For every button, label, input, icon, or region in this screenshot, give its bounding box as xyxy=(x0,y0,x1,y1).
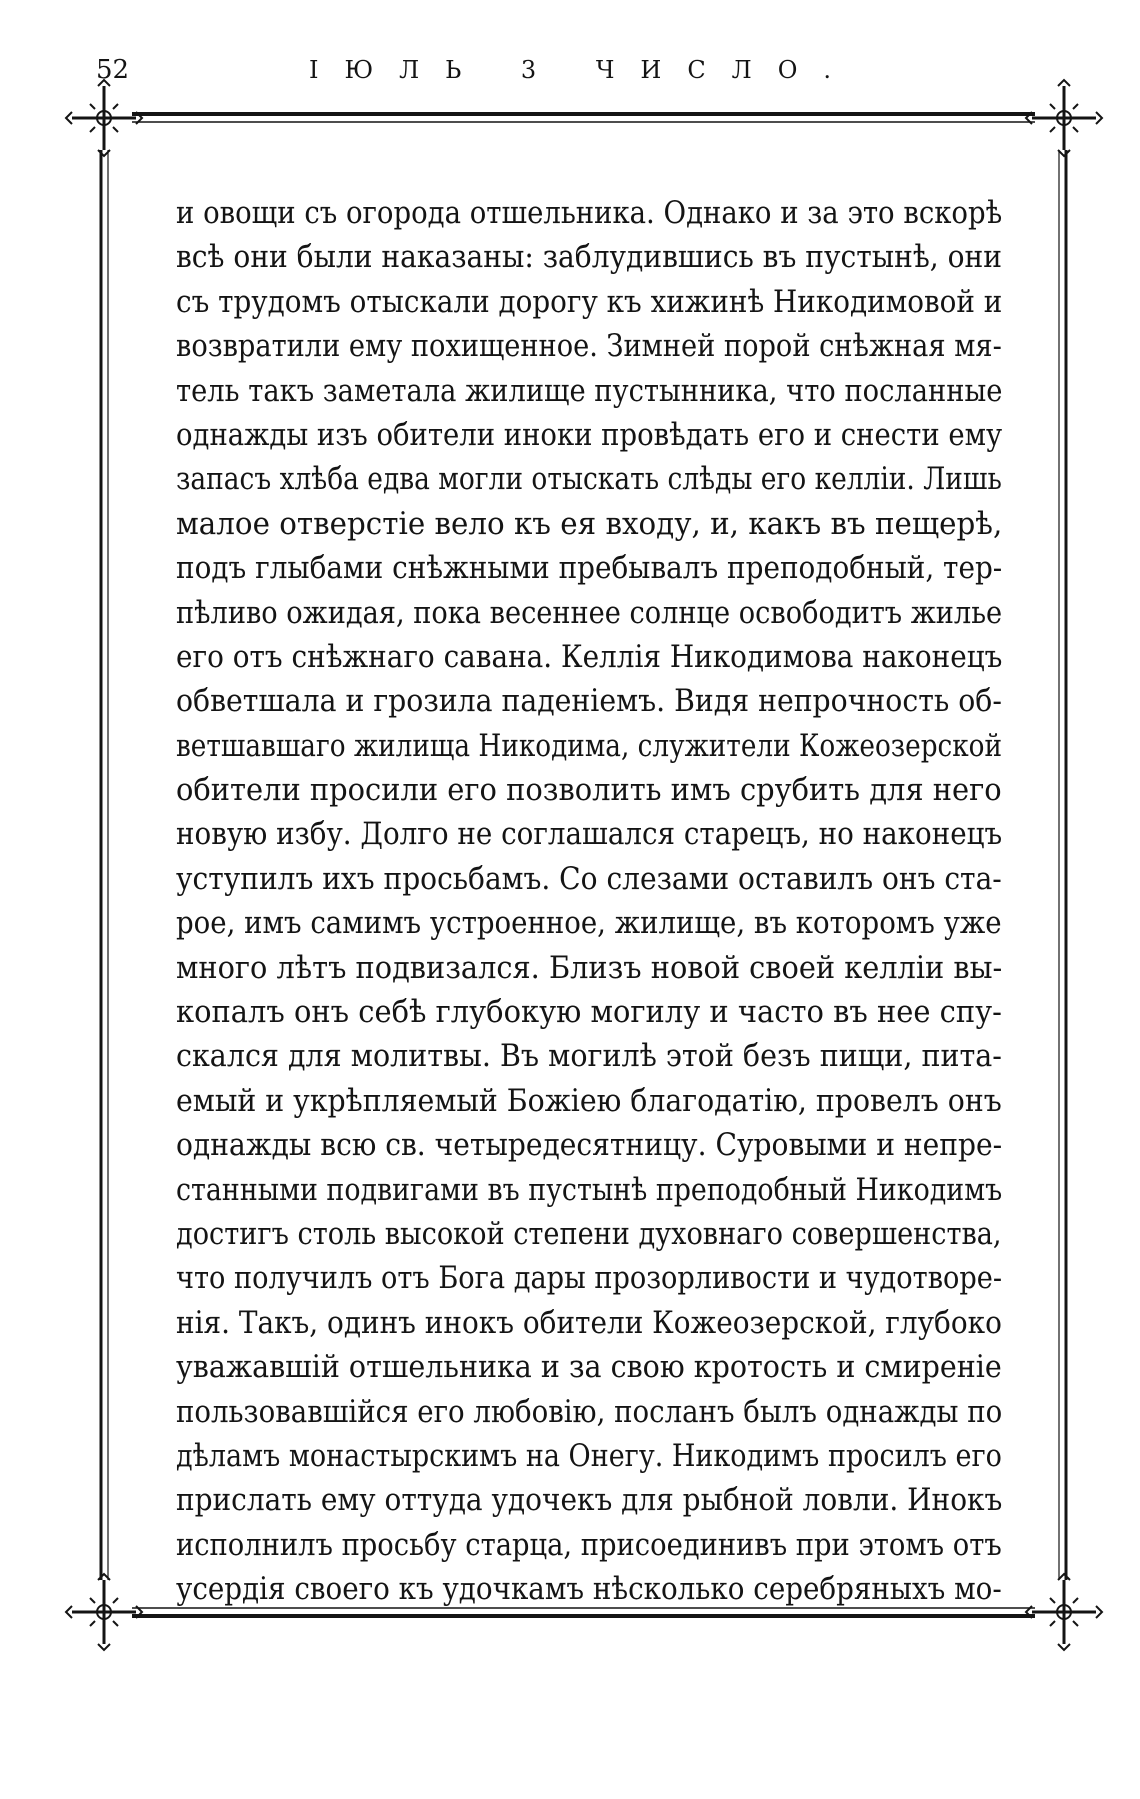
text-line: станными подвигами въ пустынѣ преподобный Никодимъ xyxy=(176,1172,1003,1208)
text-line: емый и укрѣпляемый Божіею благодатію, провелъ онъ xyxy=(176,1083,1002,1119)
corner-ornament-bottom-left-icon xyxy=(66,1574,142,1650)
text-line: обветшала и грозила паденіемъ. Видя непрочность об- xyxy=(176,684,1002,720)
text-line: съ трудомъ отыскали дорогу къ хижинѣ Никодимовой и xyxy=(176,284,1003,320)
text-line: много лѣтъ подвизался. Близъ новой своей келліи вы- xyxy=(176,950,1003,986)
text-line: пѣливо ожидая, пока весеннее солнце освободитъ жилье xyxy=(176,595,1003,631)
text-line: исполнилъ просьбу старца, присоединивъ при этомъ отъ xyxy=(176,1527,1002,1563)
corner-ornament-top-right-icon xyxy=(1026,80,1102,156)
page-number: 52 xyxy=(96,55,130,85)
text-line: и овощи съ огорода отшельника. Однако и за это вскорѣ xyxy=(176,196,1003,231)
text-line: всѣ они были наказаны: заблудившись въ пустынѣ, они xyxy=(176,240,1002,276)
text-line: тель такъ заметала жилище пустынника, что посланные xyxy=(176,373,1003,409)
running-head xyxy=(0,50,1140,90)
text-line: дѣламъ монастырскимъ на Онегу. Никодимъ просилъ его xyxy=(176,1438,1002,1474)
text-line: однажды всю св. четыредесятницу. Суровыми и непре- xyxy=(176,1128,1003,1164)
text-line: усердія своего къ удочкамъ нѣсколько серебряныхъ мо- xyxy=(176,1572,1002,1608)
text-line: малое отверстіе вело къ ея входу, и, какъ въ пещерѣ, xyxy=(176,506,1003,542)
corner-ornament-bottom-right-icon xyxy=(1026,1574,1102,1650)
text-line: рое, имъ самимъ устроенное, жилище, въ которомъ уже xyxy=(176,906,1002,942)
text-line: прислать ему оттуда удочекъ для рыбной ловли. Инокъ xyxy=(176,1483,1003,1519)
text-line: запасъ хлѣба едва могли отыскать слѣды его келліи. Лишь xyxy=(176,462,1002,498)
body-text xyxy=(176,192,1002,1613)
text-line: пользовавшійся его любовію, посланъ былъ однажды по xyxy=(176,1394,1003,1430)
text-line: ветшавшаго жилища Никодима, служители Кожеозерской xyxy=(176,728,1003,764)
text-line: скался для молитвы. Въ могилѣ этой безъ пищи, пита- xyxy=(176,1039,1002,1075)
running-title: ІЮЛЬ 3 ЧИСЛО. xyxy=(308,56,858,84)
text-line: достигъ столь высокой степени духовнаго совершенства, xyxy=(176,1216,1002,1252)
text-line: копалъ онъ себѣ глубокую могилу и часто въ нее спу- xyxy=(176,995,1002,1031)
text-line: что получилъ отъ Бога дары прозорливости и чудотворе- xyxy=(176,1261,1003,1297)
text-line: возвратили ему похищенное. Зимней порой снѣжная мя- xyxy=(176,329,1002,365)
corner-ornament-top-left-icon xyxy=(66,80,142,156)
text-line: новую избу. Долго не соглашался старецъ, но наконецъ xyxy=(176,817,1003,853)
text-line: обители просили его позволить имъ срубить для него xyxy=(176,773,1002,809)
text-line: его отъ снѣжнаго савана. Келлія Никодимова наконецъ xyxy=(176,639,1003,675)
text-line: однажды изъ обители иноки провѣдать его и снести ему xyxy=(176,417,1003,453)
text-line: уважавшій отшельника и за свою кротость и смиреніе xyxy=(176,1350,1002,1386)
text-line: подъ глыбами снѣжными пребывалъ преподобный, тер- xyxy=(176,551,1003,587)
text-line: нія. Такъ, одинъ инокъ обители Кожеозерской, глубоко xyxy=(176,1305,1002,1341)
text-line: уступилъ ихъ просьбамъ. Со слезами оставилъ онъ ста- xyxy=(176,861,1002,897)
